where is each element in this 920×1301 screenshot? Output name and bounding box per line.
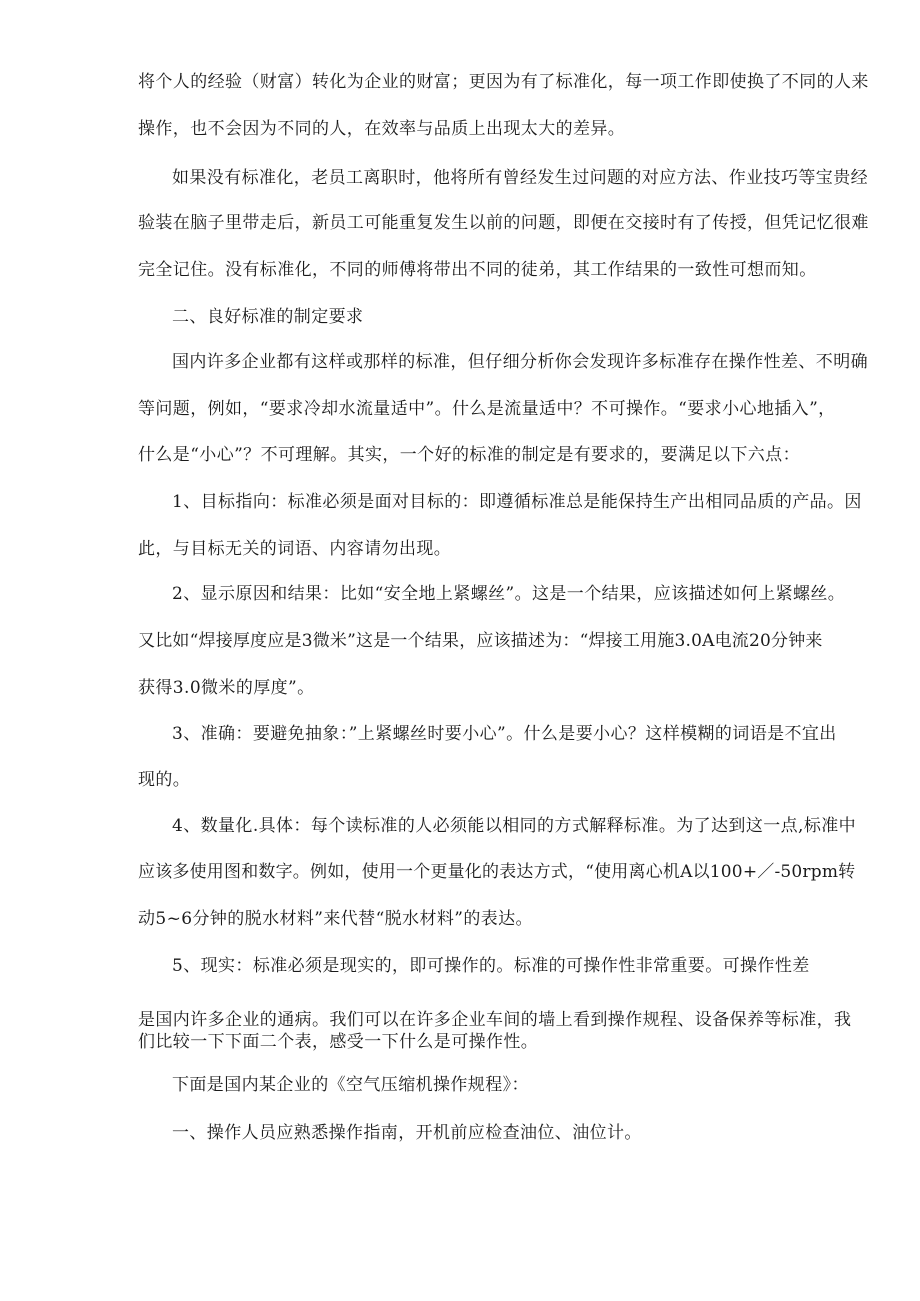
- list-item-line: 获得3.0微米的厚度”。: [138, 678, 315, 698]
- list-item-line: 应该多使用图和数字。例如，使用一个更量化的表达方式，“使用离心机A以100+／-50rpm转: [138, 862, 856, 882]
- body-text-line: 国内许多企业都有这样或那样的标准，但仔细分析你会发现许多标准存在操作性差、不明确: [172, 352, 868, 372]
- list-item-line: 又比如“焊接厚度应是3微米”这是一个结果，应该描述为：“焊接工用施3.0A电流20分钟来: [138, 631, 823, 651]
- list-item-line: 现的。: [138, 770, 191, 790]
- body-text-line: 们比较一下下面二个表，感受一下什么是可操作性。: [138, 1032, 539, 1052]
- list-item-line: 2、显示原因和结果：比如“安全地上紧螺丝”。这是一个结果，应该描述如何上紧螺丝。: [172, 584, 846, 604]
- list-item-line: 1、目标指向：标准必须是面对目标的：即遵循标准总是能保持生产出相同品质的产品。因: [172, 492, 862, 512]
- body-text-line: 下面是国内某企业的《空气压缩机操作规程》：: [172, 1075, 529, 1095]
- body-text-line: 将个人的经验（财富）转化为企业的财富；更因为有了标准化，每一项工作即使换了不同的人来: [138, 72, 869, 92]
- body-text-line: 等问题，例如，“要求冷却水流量适中”。什么是流量适中？不可操作。“要求小心地插入”，: [138, 399, 836, 419]
- section-heading: 二、良好标准的制定要求: [172, 307, 364, 327]
- body-text-line: 什么是“小心”？不可理解。其实，一个好的标准的制定是有要求的，要满足以下六点：: [138, 445, 800, 465]
- list-item-line: 5、现实：标准必须是现实的，即可操作的。标准的可操作性非常重要。可操作性差: [172, 956, 810, 976]
- body-text-line: 操作，也不会因为不同的人，在效率与品质上出现太大的差异。: [138, 119, 626, 139]
- list-item-line: 此，与目标无关的词语、内容请勿出现。: [138, 539, 452, 559]
- list-item-line: 3、准确：要避免抽象：”上紧螺丝时要小心”。什么是要小心？这样模糊的词语是不宜出: [172, 724, 837, 744]
- body-text-line: 如果没有标准化，老员工离职时，他将所有曾经发生过问题的对应方法、作业技巧等宝贵经: [172, 168, 868, 188]
- body-text-line: 完全记住。没有标准化，不同的师傅将带出不同的徒弟，其工作结果的一致性可想而知。: [138, 260, 817, 280]
- body-text-line: 是国内许多企业的通病。我们可以在许多企业车间的墙上看到操作规程、设备保养等标准，我: [138, 1010, 852, 1030]
- list-item-line: 动5~6分钟的脱水材料”来代替“脱水材料”的表达。: [138, 909, 533, 929]
- body-text-line: 验装在脑子里带走后，新员工可能重复发生以前的问题，即便在交接时有了传授，但凭记忆很难: [138, 213, 869, 233]
- body-text-line: 一、操作人员应熟悉操作指南，开机前应检查油位、油位计。: [172, 1123, 642, 1143]
- list-item-line: 4、数量化.具体：每个读标准的人必须能以相同的方式解释标准。为了达到这一点,标准中: [172, 816, 857, 836]
